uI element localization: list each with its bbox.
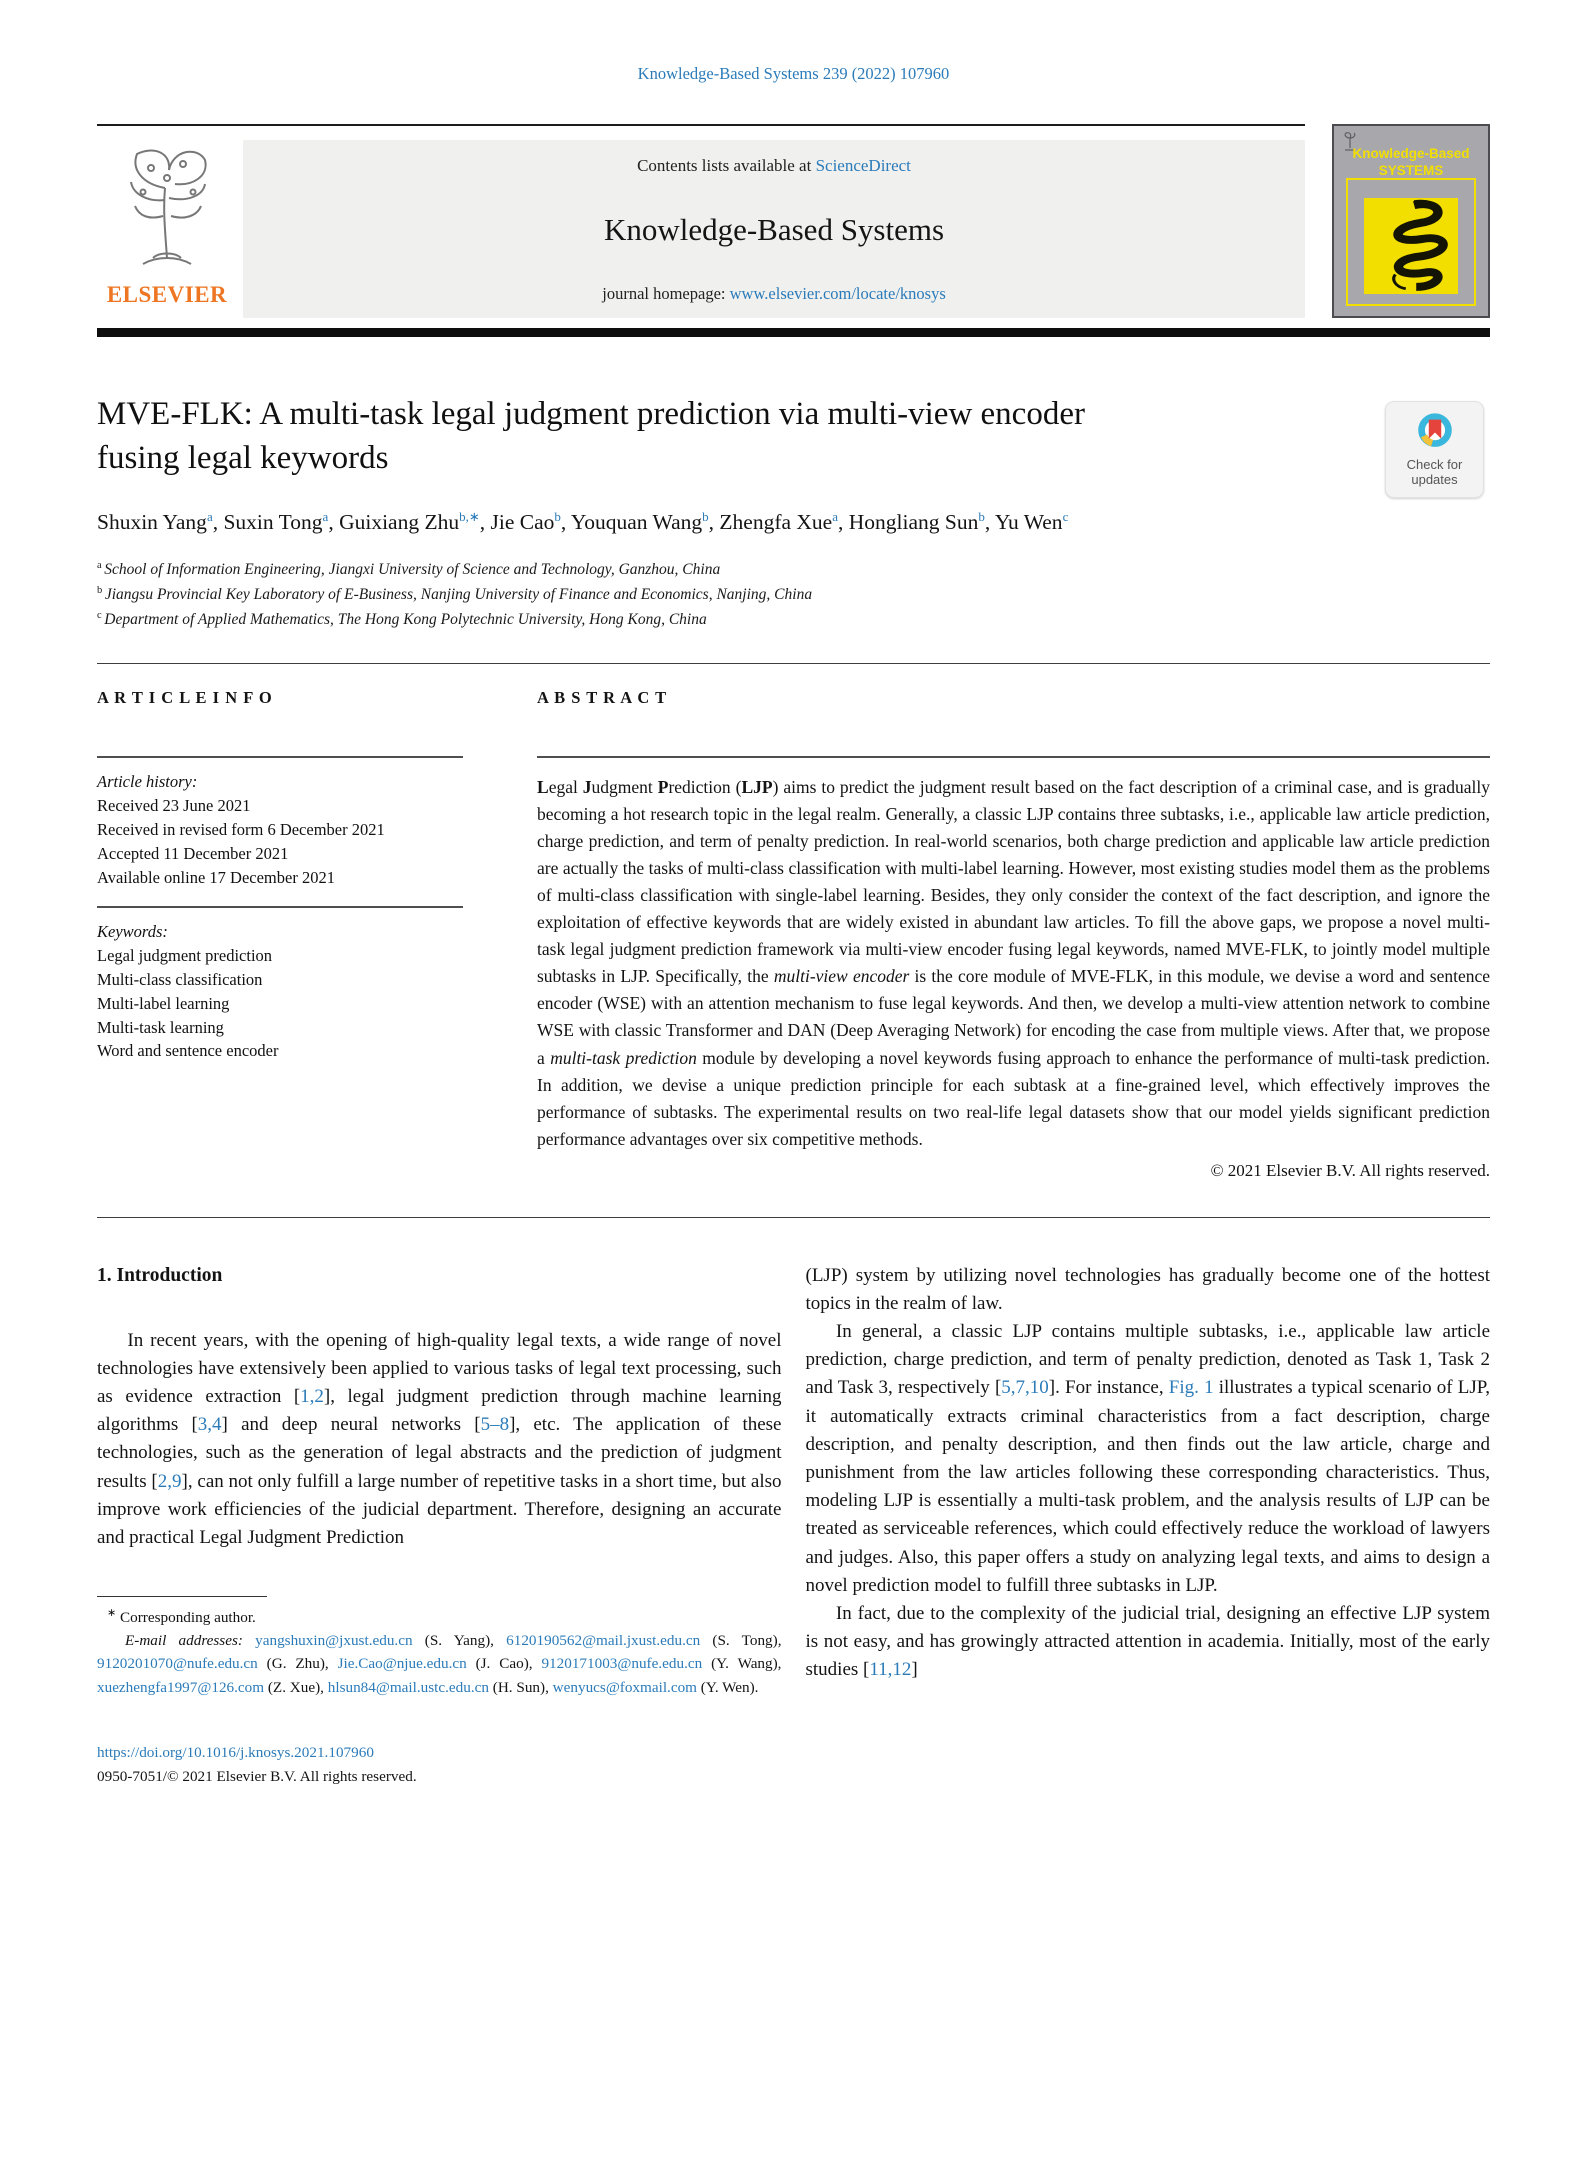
email-item: xuezhengfa1997@126.com (Z. Xue), [97,1678,328,1696]
email-item: yangshuxin@jxust.edu.cn (S. Yang), [255,1632,507,1650]
author-item: Guixiang Zhu$^{b,∗}$, [339,508,491,535]
intro-right-paragraphs [806,1262,1491,1685]
history-item: Available online 17 December 2021 [97,867,335,887]
paragraph: In general, a classic LJP contains multiple subtasks, i.e., applicable law article prediction, charge prediction, and term of penalty prediction, denoted as Task 1, Task 2 and Task 3, respectively [5,7,10]. For instance, Fig. 1 illustrates a typical scenario of LJP, it automatically extracts criminal characteristics from a fact description, charge description, and penalty description, and then finds out the law article, charge and punishment from the law articles following these corresponding characteristics. Thus, modeling LJP is essentially a multi-task problem, and the analysis results of LJP can be treated as serviceable references, which could effectively reduce the workload of lawyers and judges. Also, this paper offers a study on analyzing legal texts, and aims to design a novel prediction model to fulfill three subtasks in LJP. [805,1321,1490,1596]
keyword-item: Multi-task learning [97,1017,224,1037]
check-updates-label: Check for updates [1406,457,1463,487]
intro-right-column [806,1262,1491,1790]
affiliation-item: $^a$ School of Information Engineering, Jiangxi University of Science and Technology, Ganzhou, China [97,560,721,579]
introduction-heading: 1. Introduction [97,1264,223,1286]
sciencedirect-link[interactable]: ScienceDirect [815,156,911,175]
keywords-label: Keywords: [97,921,168,941]
keyword-item: Multi-class classification [97,969,263,989]
author-item: Youquan Wang$^b$, [570,508,720,535]
keywords-rule [97,906,463,908]
author-affiliation-sup[interactable]: a [322,508,329,524]
abstract-bottom-divider [97,1217,1490,1218]
history-item: Accepted 11 December 2021 [97,843,289,863]
author-item: Yu Wen$^c$ [994,508,1069,535]
abstract-rule [537,756,1490,758]
history-item: Received in revised form 6 December 2021 [97,820,385,840]
elsevier-tree-icon [113,140,221,280]
email-item: wenyucs@foxmail.com (Y. Wen). [552,1678,759,1696]
email-link[interactable]: yangshuxin@jxust.edu.cn [255,1632,413,1650]
check-updates-icon [1412,410,1458,456]
footnote-block [97,1596,782,1789]
email-link[interactable]: hlsun84@mail.ustc.edu.cn [327,1678,489,1696]
author-affiliation-sup[interactable]: b [554,508,561,524]
check-for-updates-badge[interactable] [1385,401,1484,498]
cover-ribbon-art [1364,198,1458,294]
paragraph: (LJP) system by utilizing novel technologies has gradually become one of the hottest topics in the realm of law. [805,1264,1490,1314]
journal-header [97,124,1490,318]
homepage-line: journal homepage: www.elsevier.com/locate/knosys [602,284,946,303]
journal-banner [243,140,1305,318]
email-item: Jie.Cao@njue.edu.cn (J. Cao), [337,1655,542,1673]
email-link[interactable]: wenyucs@foxmail.com [552,1678,697,1696]
email-item: 9120171003@nufe.edu.cn (Y. Wang), [541,1655,782,1673]
doi-link[interactable]: https://doi.org/10.1016/j.knosys.2021.107960 [97,1743,374,1761]
journal-title: Knowledge-Based Systems [603,212,945,247]
keywords-list [97,944,463,1064]
journal-cover-thumbnail[interactable] [1332,124,1490,318]
author-affiliation-sup[interactable]: a [832,508,838,524]
author-item: Hongliang Sun$^b$, [848,508,995,535]
email-link[interactable]: 9120171003@nufe.edu.cn [541,1655,703,1673]
email-item: 9120201070@nufe.edu.cn (G. Zhu), [97,1655,338,1673]
cover-title: Knowledge-Based SYSTEMS [1352,146,1470,178]
author-affiliation-sup[interactable]: b [978,508,985,524]
footnote-rule [97,1596,267,1597]
affiliation-item: $^c$ Department of Applied Mathematics, The Hong Kong Polytechnic University, Hong Kong, China [97,610,707,629]
paragraph: In recent years, with the opening of high-quality legal texts, a wide range of novel technologies have extensively been applied to various tasks of legal text processing, such as evidence extraction [1,2], legal judgment prediction through machine learning algorithms [3,4] and deep neural networks [5–8], etc. The application of these technologies, such as the generation of legal abstracts and the prediction of judgment results [2,9], can not only fulfill a large number of repetitive tasks in a short time, but also improve work efficiencies of the judicial department. Therefore, designing an accurate and practical Legal Judgment Prediction [97,1329,782,1549]
affiliation-item: $^b$ Jiangsu Provincial Key Laboratory of E-Business, Nanjing University of Finance and Economics, Nanjing, China [97,585,813,604]
article-history-label: Article history: [97,772,198,792]
contents-line: Contents lists available at ScienceDirect [637,156,911,175]
article-info-column [97,688,463,1180]
author-item: Jie Cao$^b$, [490,508,571,535]
issn-copyright-line: 0950-7051/© 2021 Elsevier B.V. All rights reserved. [97,1767,417,1785]
paper-title: MVE-FLK: A multi-task legal judgment prediction via multi-view encoder fusing legal keywords [97,396,1085,476]
corresponding-author-note: ∗ Corresponding author. [107,1607,256,1627]
elsevier-wordmark: ELSEVIER [106,282,228,307]
author-affiliation-sup[interactable]: b [702,508,709,524]
email-link[interactable]: 9120201070@nufe.edu.cn [97,1655,258,1673]
article-history-list [97,794,463,890]
affiliation-list [97,558,1490,633]
abstract-text: Legal Judgment Prediction (LJP) aims to predict the judgment result based on the fact description of a criminal case, and is gradually becoming a hot research topic in the legal realm. Generally, a classic LJP contains three subtasks, i.e., applicable law article prediction, charge prediction, and term of penalty prediction. In real-world scenarios, both charge prediction and applicable law article prediction are actually the tasks of multi-class classification with multi-label learning. However, most existing studies model them as the problems of multi-class classification with single-label learning. Besides, they only consider the context of the fact description, and ignore the exploitation of effective keywords that are widely existed in abundant law articles. To fill the above gaps, we propose a novel multi-task legal judgment prediction framework via multi-view encoder fusing legal keywords, named MVE-FLK, to jointly model multiple subtasks in LJP. Specifically, the multi-view encoder is the core module of MVE-FLK, in this module, we devise a word and sentence encoder (WSE) with an attention mechanism to fuse legal keywords. And then, we develop a multi-view attention network to combine WSE with classic Transformer and DAN (Deep Averaging Network) for encoding the case from multiple views. After that, we propose a multi-task prediction module by developing a novel keywords fusing approach to enhance the performance of multi-task prediction. In addition, we devise a unique prediction principle for each subtask at a fine-grained level, which effectively improves the performance of subtasks. The experimental results on two real-life legal datasets show that our model yields significant prediction performance advantages over six competitive methods. [537,777,1490,1149]
intro-left-paragraphs [97,1327,782,1553]
paragraph: In fact, due to the complexity of the judicial trial, designing an effective LJP system is not easy, and has growingly attracted attention in academia. Initially, most of the early studies [11,12] [805,1603,1490,1681]
author-item: Zhengfa Xue$^a$, [719,508,849,535]
header-divider-bar [97,328,1490,337]
history-item: Received 23 June 2021 [97,796,251,816]
email-item: hlsun84@mail.ustc.edu.cn (H. Sun), [327,1678,553,1696]
abstract-column [537,688,1490,1180]
homepage-link[interactable]: www.elsevier.com/locate/knosys [729,284,946,303]
copyright-line: © 2021 Elsevier B.V. All rights reserved. [1210,1160,1490,1180]
journal-reference: Knowledge-Based Systems 239 (2022) 107960 [637,64,950,83]
paper-page [0,64,1587,1789]
author-affiliation-sup[interactable]: c [1062,508,1069,524]
author-affiliation-sup[interactable]: a [206,508,213,524]
email-label: E-mail addresses: [125,1632,256,1650]
email-addresses [97,1629,782,1698]
intro-left-column [97,1262,782,1790]
abstract-heading: A B S T R A C T [537,688,668,708]
author-affiliation-sup[interactable]: b,∗ [459,508,480,524]
author-item: Shuxin Yang$^a$, [97,508,224,535]
email-link[interactable]: 6120190562@mail.jxust.edu.cn [506,1632,701,1650]
article-info-rule [97,756,463,758]
keyword-item: Word and sentence encoder [97,1041,279,1061]
email-link[interactable]: xuezhengfa1997@126.com [97,1678,265,1696]
keyword-item: Legal judgment prediction [97,945,273,965]
author-list [97,506,1097,538]
email-item: 6120190562@mail.jxust.edu.cn (S. Tong), [506,1632,782,1650]
email-link[interactable]: Jie.Cao@njue.edu.cn [337,1655,467,1673]
author-item: Suxin Tong$^a$, [223,508,340,535]
keyword-item: Multi-label learning [97,993,230,1013]
article-info-heading: A R T I C L E I N F O [97,688,273,708]
elsevier-logo [97,140,237,318]
